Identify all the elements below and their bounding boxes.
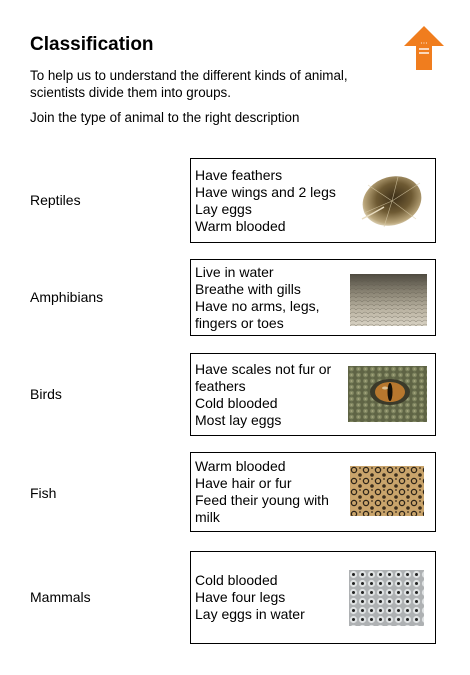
description-line: fingers or toes	[195, 314, 284, 331]
description-line: Feed their young with	[195, 492, 329, 508]
description-card-3	[190, 353, 436, 436]
description-line: Warm blooded	[195, 217, 286, 234]
description-line: Warm blooded	[195, 458, 286, 474]
description-line: Cold blooded	[195, 572, 278, 588]
animal-label-mammals: Mammals	[30, 589, 91, 605]
description-lines	[195, 260, 347, 335]
description-line: Cold blooded	[195, 394, 278, 411]
description-lines	[195, 453, 347, 531]
description-line: Breathe with gills	[195, 280, 301, 297]
orange-arrow-badge-icon	[402, 24, 446, 72]
animal-label-birds: Birds	[30, 386, 62, 402]
description-line: Have scales not fur or	[195, 360, 332, 377]
description-line: feathers	[195, 377, 246, 394]
frogspawn-photo	[349, 570, 424, 626]
reptile-eye-photo	[348, 366, 427, 422]
description-line: Have four legs	[195, 589, 286, 605]
leopard-fur-photo	[350, 466, 424, 516]
description-lines	[195, 354, 347, 435]
description-line: Have wings and 2 legs	[195, 183, 336, 200]
description-line: Have no arms, legs,	[195, 297, 320, 314]
description-lines	[195, 552, 347, 643]
intro-text: To help us to understand the different kinds of animal, scientists divide them into groups.	[30, 68, 348, 100]
page-title: Classification	[30, 34, 154, 55]
description-line: Most lay eggs	[195, 411, 282, 428]
description-line: Lay eggs in water	[195, 606, 305, 622]
description-card-2	[190, 259, 436, 336]
description-card-4	[190, 452, 436, 532]
description-line: Lay eggs	[195, 200, 252, 217]
description-line: Live in water	[195, 263, 274, 280]
animal-label-amphibians: Amphibians	[30, 289, 104, 305]
description-lines	[195, 159, 347, 242]
animal-label-reptiles: Reptiles	[30, 192, 81, 208]
feather-photo	[354, 173, 426, 231]
description-line: Have hair or fur	[195, 475, 292, 491]
svg-text:• • •: • • •	[420, 40, 428, 45]
description-line: milk	[195, 509, 220, 525]
description-card-1	[190, 158, 436, 243]
instruction-text: Join the type of animal to the right description	[30, 110, 300, 125]
description-line: Have feathers	[195, 166, 283, 183]
animal-label-fish: Fish	[30, 485, 57, 501]
description-card-5	[190, 551, 436, 644]
fish-scales-photo	[350, 274, 427, 326]
